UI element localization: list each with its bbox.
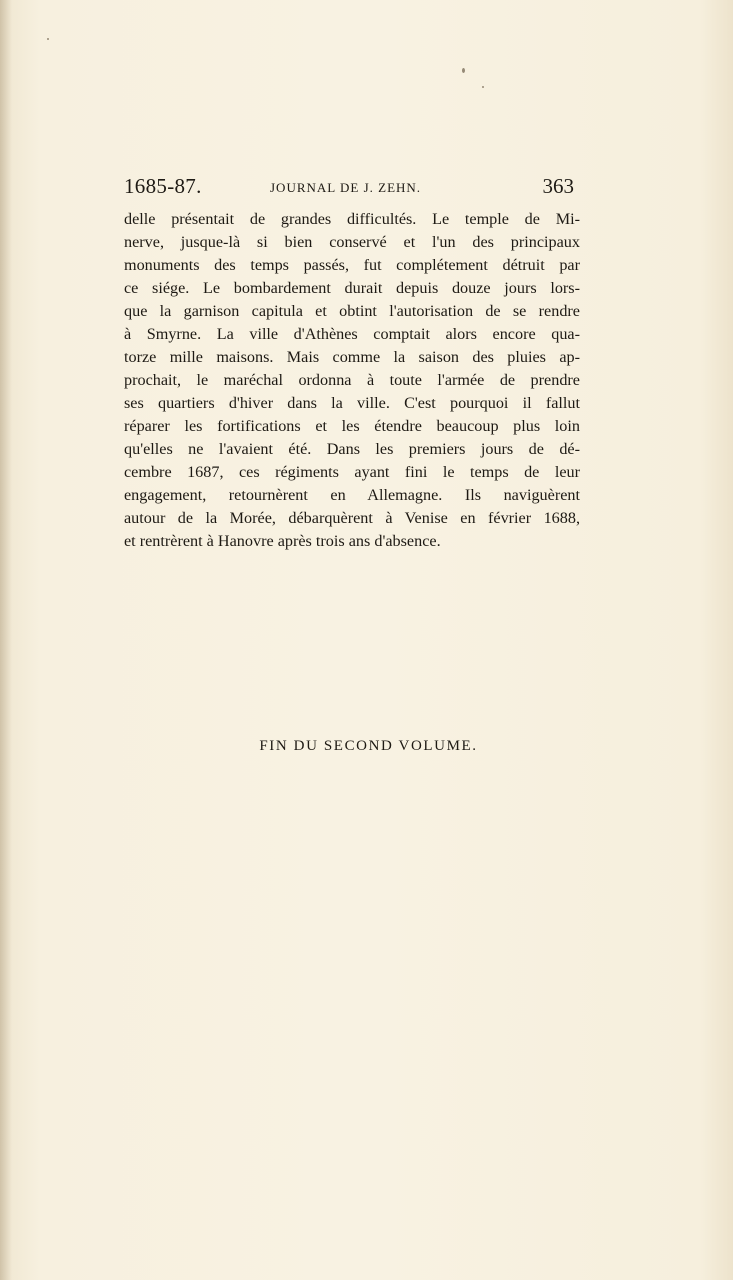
running-header (124, 172, 574, 202)
paper-speck (462, 68, 465, 73)
text-line: nerve, jusque-là si bien conservé et l'un des principaux (124, 233, 580, 251)
text-line: à Smyrne. La ville d'Athènes comptait alors encore qua- (124, 325, 580, 343)
paper-speck (47, 38, 49, 40)
text-line: réparer les fortifications et les étendre beaucoup plus loin (124, 417, 580, 435)
text-line: autour de la Morée, débarquèrent à Venise en février 1688, (124, 509, 580, 527)
text-line: qu'elles ne l'avaient été. Dans les premiers jours de dé- (124, 440, 580, 458)
volume-end-text: FIN DU SECOND VOLUME. (259, 738, 478, 754)
volume-end-title (0, 738, 733, 755)
text-line: delle présentait de grandes difficultés. Le temple de Mi- (124, 210, 580, 228)
text-line: cembre 1687, ces régiments ayant fini le temps de leur (124, 463, 580, 481)
header-running-title: JOURNAL DE J. ZEHN. (270, 180, 422, 195)
page-number: 363 (542, 174, 574, 198)
page-edge-shadow (0, 0, 12, 1280)
text-line: que la garnison capitula et obtint l'autorisation de se rendre (124, 302, 580, 320)
text-line: et rentrèrent à Hanovre après trois ans d'absence. (124, 532, 441, 550)
paper-speck (482, 86, 484, 88)
text-line: torze mille maisons. Mais comme la saison des pluies ap- (124, 348, 580, 366)
text-line: monuments des temps passés, fut complétement détruit par (124, 256, 580, 274)
text-line: ce siége. Le bombardement durait depuis douze jours lors- (124, 279, 580, 297)
body-paragraph (124, 208, 580, 553)
text-line: ses quartiers d'hiver dans la ville. C'est pourquoi il fallut (124, 394, 580, 412)
header-date-range: 1685-87. (124, 174, 202, 198)
text-line: engagement, retournèrent en Allemagne. Ils naviguèrent (124, 486, 580, 504)
text-line: prochait, le maréchal ordonna à toute l'armée de prendre (124, 371, 580, 389)
